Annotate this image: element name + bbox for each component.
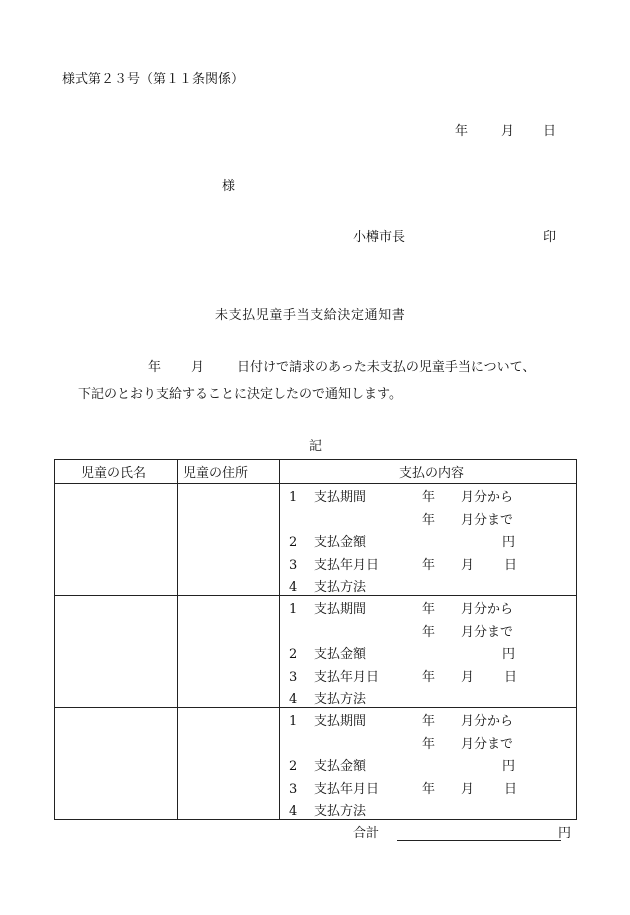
item-period-suffix: 月分まで xyxy=(461,736,514,752)
item-month: 月 xyxy=(461,557,475,573)
row-divider xyxy=(55,707,576,708)
item-day: 日 xyxy=(504,781,518,797)
item-number: 2 xyxy=(289,647,298,662)
header-child-address: 児童の住所 xyxy=(183,466,249,481)
total-amount-line xyxy=(397,840,561,841)
item-label: 支払期間 xyxy=(314,714,367,729)
body-line2: 下記のとおり支給することに決定したので通知します。 xyxy=(78,387,402,402)
item-label: 支払年月日 xyxy=(314,557,380,573)
payment-detail-table xyxy=(54,459,577,820)
item-yen: 円 xyxy=(502,759,516,774)
item-day: 日 xyxy=(504,557,518,573)
date-month-label: 月 xyxy=(501,124,515,139)
item-year: 年 xyxy=(422,490,436,505)
addressee-suffix: 様 xyxy=(222,179,236,194)
item-label: 支払方法 xyxy=(314,692,367,707)
total-label: 合計 xyxy=(353,826,380,841)
item-number: 1 xyxy=(289,490,298,505)
sender-name: 小樽市長 xyxy=(353,230,406,245)
item-yen: 円 xyxy=(502,647,516,662)
item-label: 支払金額 xyxy=(314,759,367,774)
item-number: 1 xyxy=(289,714,298,729)
item-label: 支払期間 xyxy=(314,490,367,505)
item-label: 支払年月日 xyxy=(314,781,380,797)
item-number: 2 xyxy=(289,535,298,550)
item-label: 支払金額 xyxy=(314,647,367,662)
item-period-suffix: 月分から xyxy=(461,602,514,617)
column-divider xyxy=(279,460,280,819)
item-year: 年 xyxy=(422,714,436,729)
item-yen: 円 xyxy=(502,535,516,550)
header-divider xyxy=(55,483,576,484)
header-payment-details: 支払の内容 xyxy=(399,466,465,481)
item-number: 4 xyxy=(289,804,298,819)
item-number: 1 xyxy=(289,602,298,617)
item-period-suffix: 月分から xyxy=(461,714,514,729)
item-year: 年 xyxy=(422,624,436,640)
row-divider xyxy=(55,595,576,596)
total-yen: 円 xyxy=(558,826,572,841)
seal-mark: 印 xyxy=(543,230,557,245)
item-label: 支払方法 xyxy=(314,580,367,595)
item-period-suffix: 月分から xyxy=(461,490,514,505)
item-number: 3 xyxy=(289,557,298,573)
item-label: 支払金額 xyxy=(314,535,367,550)
item-number: 4 xyxy=(289,580,298,595)
body-year-label: 年 xyxy=(148,360,162,375)
item-month: 月 xyxy=(461,669,475,685)
item-period-suffix: 月分まで xyxy=(461,624,514,640)
item-year: 年 xyxy=(422,557,436,573)
item-label: 支払期間 xyxy=(314,602,367,617)
item-number: 3 xyxy=(289,781,298,797)
item-year: 年 xyxy=(422,736,436,752)
ki-heading: 記 xyxy=(309,439,323,454)
header-child-name: 児童の氏名 xyxy=(81,466,147,481)
date-year-label: 年 xyxy=(455,124,469,139)
item-month: 月 xyxy=(461,781,475,797)
item-day: 日 xyxy=(504,669,518,685)
document-title: 未支払児童手当支給決定通知書 xyxy=(215,308,406,323)
item-number: 2 xyxy=(289,759,298,774)
column-divider xyxy=(177,460,178,819)
item-year: 年 xyxy=(422,602,436,617)
form-number: 様式第２３号（第１１条関係） xyxy=(62,72,245,87)
item-label: 支払方法 xyxy=(314,804,367,819)
item-number: 3 xyxy=(289,669,298,685)
item-year: 年 xyxy=(422,781,436,797)
body-line1: 日付けで請求のあった未支払の児童手当について、 xyxy=(237,360,536,375)
date-day-label: 日 xyxy=(543,124,557,139)
item-period-suffix: 月分まで xyxy=(461,512,514,528)
item-year: 年 xyxy=(422,669,436,685)
body-month-label: 月 xyxy=(191,360,205,375)
item-number: 4 xyxy=(289,692,298,707)
item-year: 年 xyxy=(422,512,436,528)
item-label: 支払年月日 xyxy=(314,669,380,685)
